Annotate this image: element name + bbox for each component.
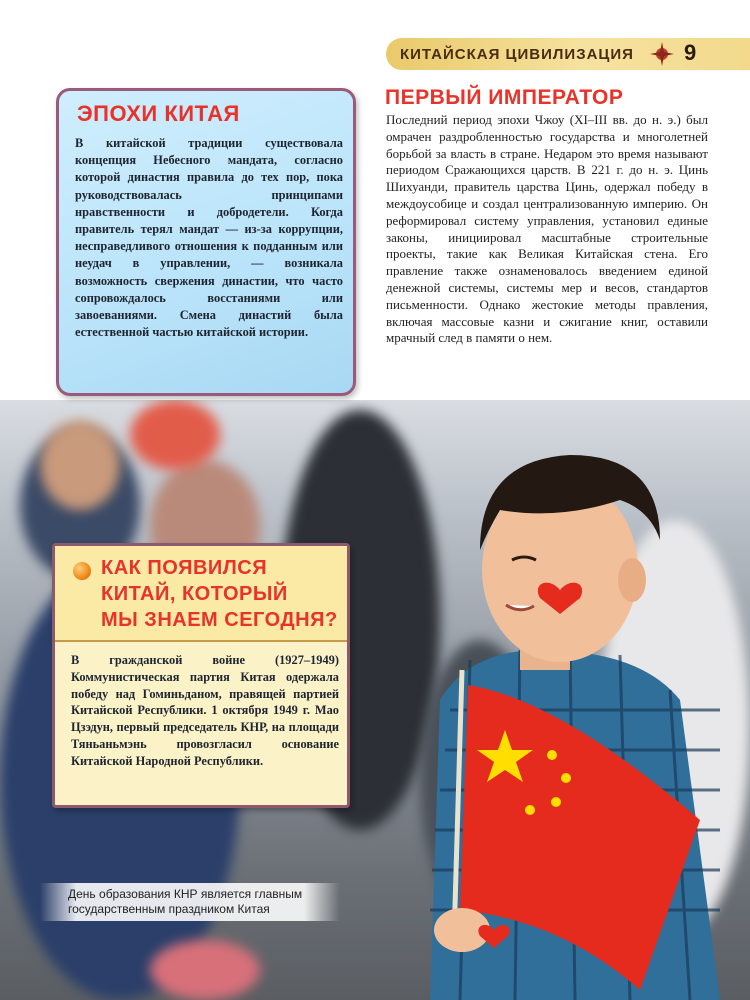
modern-china-title-line-1: КАК ПОЯВИЛСЯ <box>101 557 268 579</box>
modern-china-box <box>52 543 350 808</box>
compass-emblem-icon <box>650 42 674 66</box>
photo-caption: День образования КНР является главным государственным праздником Китая <box>40 883 340 921</box>
section-header <box>386 38 750 70</box>
section-title: КИТАЙСКАЯ ЦИВИЛИЗАЦИЯ <box>400 45 634 63</box>
modern-china-header <box>55 546 347 642</box>
modern-china-title-line-2: КИТАЙ, КОТОРЫЙ <box>101 583 288 605</box>
page-number: 9 <box>684 40 697 65</box>
modern-china-paragraph: В гражданской войне (1927–1949) Коммунистическая партия Китая одержала победу над Гоминьданом, правящей партией Китайской Республики. 1 октября 1949 г. Мао Цзэдун, первый председатель КНР, на площади Тяньаньмэнь провозгласил основание Китайской Народной Республики. <box>71 653 339 768</box>
epochs-sidebar-box <box>56 88 356 396</box>
emperor-heading: ПЕРВЫЙ ИМПЕРАТОР <box>385 86 624 109</box>
emperor-paragraph: Последний период эпохи Чжоу (XI–III вв. до н. э.) был омрачен раздробленностью государства и многолетней борьбой за власть в стране. Недаром это время называют периодом Сражающихся царств. В 221 г. до н. э. Цинь Шихуанди, правитель царства Цинь, одержал победу в междоусобице и создал централизованную империю. Он реформировал систему управления, установил единые законы, инициировал масштабные строительные проекты, такие как Великая Китайская стена. Его правление также ознаменовалось введением единой денежной системы, системы мер и весов, стандартов письменности. Однако жестокие методы правления, включая массовые казни и сжигание книг, оставили мрачный след в памяти о нем. <box>382 112 712 351</box>
epochs-paragraph: В китайской традиции существовала концепция Небесного мандата, согласно которой династия правила до тех пор, пока руководствовалась принципами нравственности и добродетели. Когда правитель терял мандат — из-за коррупции, несправедливого отношения к подданным или неудач в управлении, — возникала возможность свержения династии, что часто сопровождалось восстаниями или завоеваниями. Смена династий была естественной частью китайской истории. <box>75 136 343 340</box>
epochs-heading: ЭПОХИ КИТАЯ <box>77 101 240 126</box>
modern-china-title-line-3: МЫ ЗНАЕМ СЕГОДНЯ? <box>101 609 338 631</box>
orange-bullet-icon <box>73 562 91 580</box>
